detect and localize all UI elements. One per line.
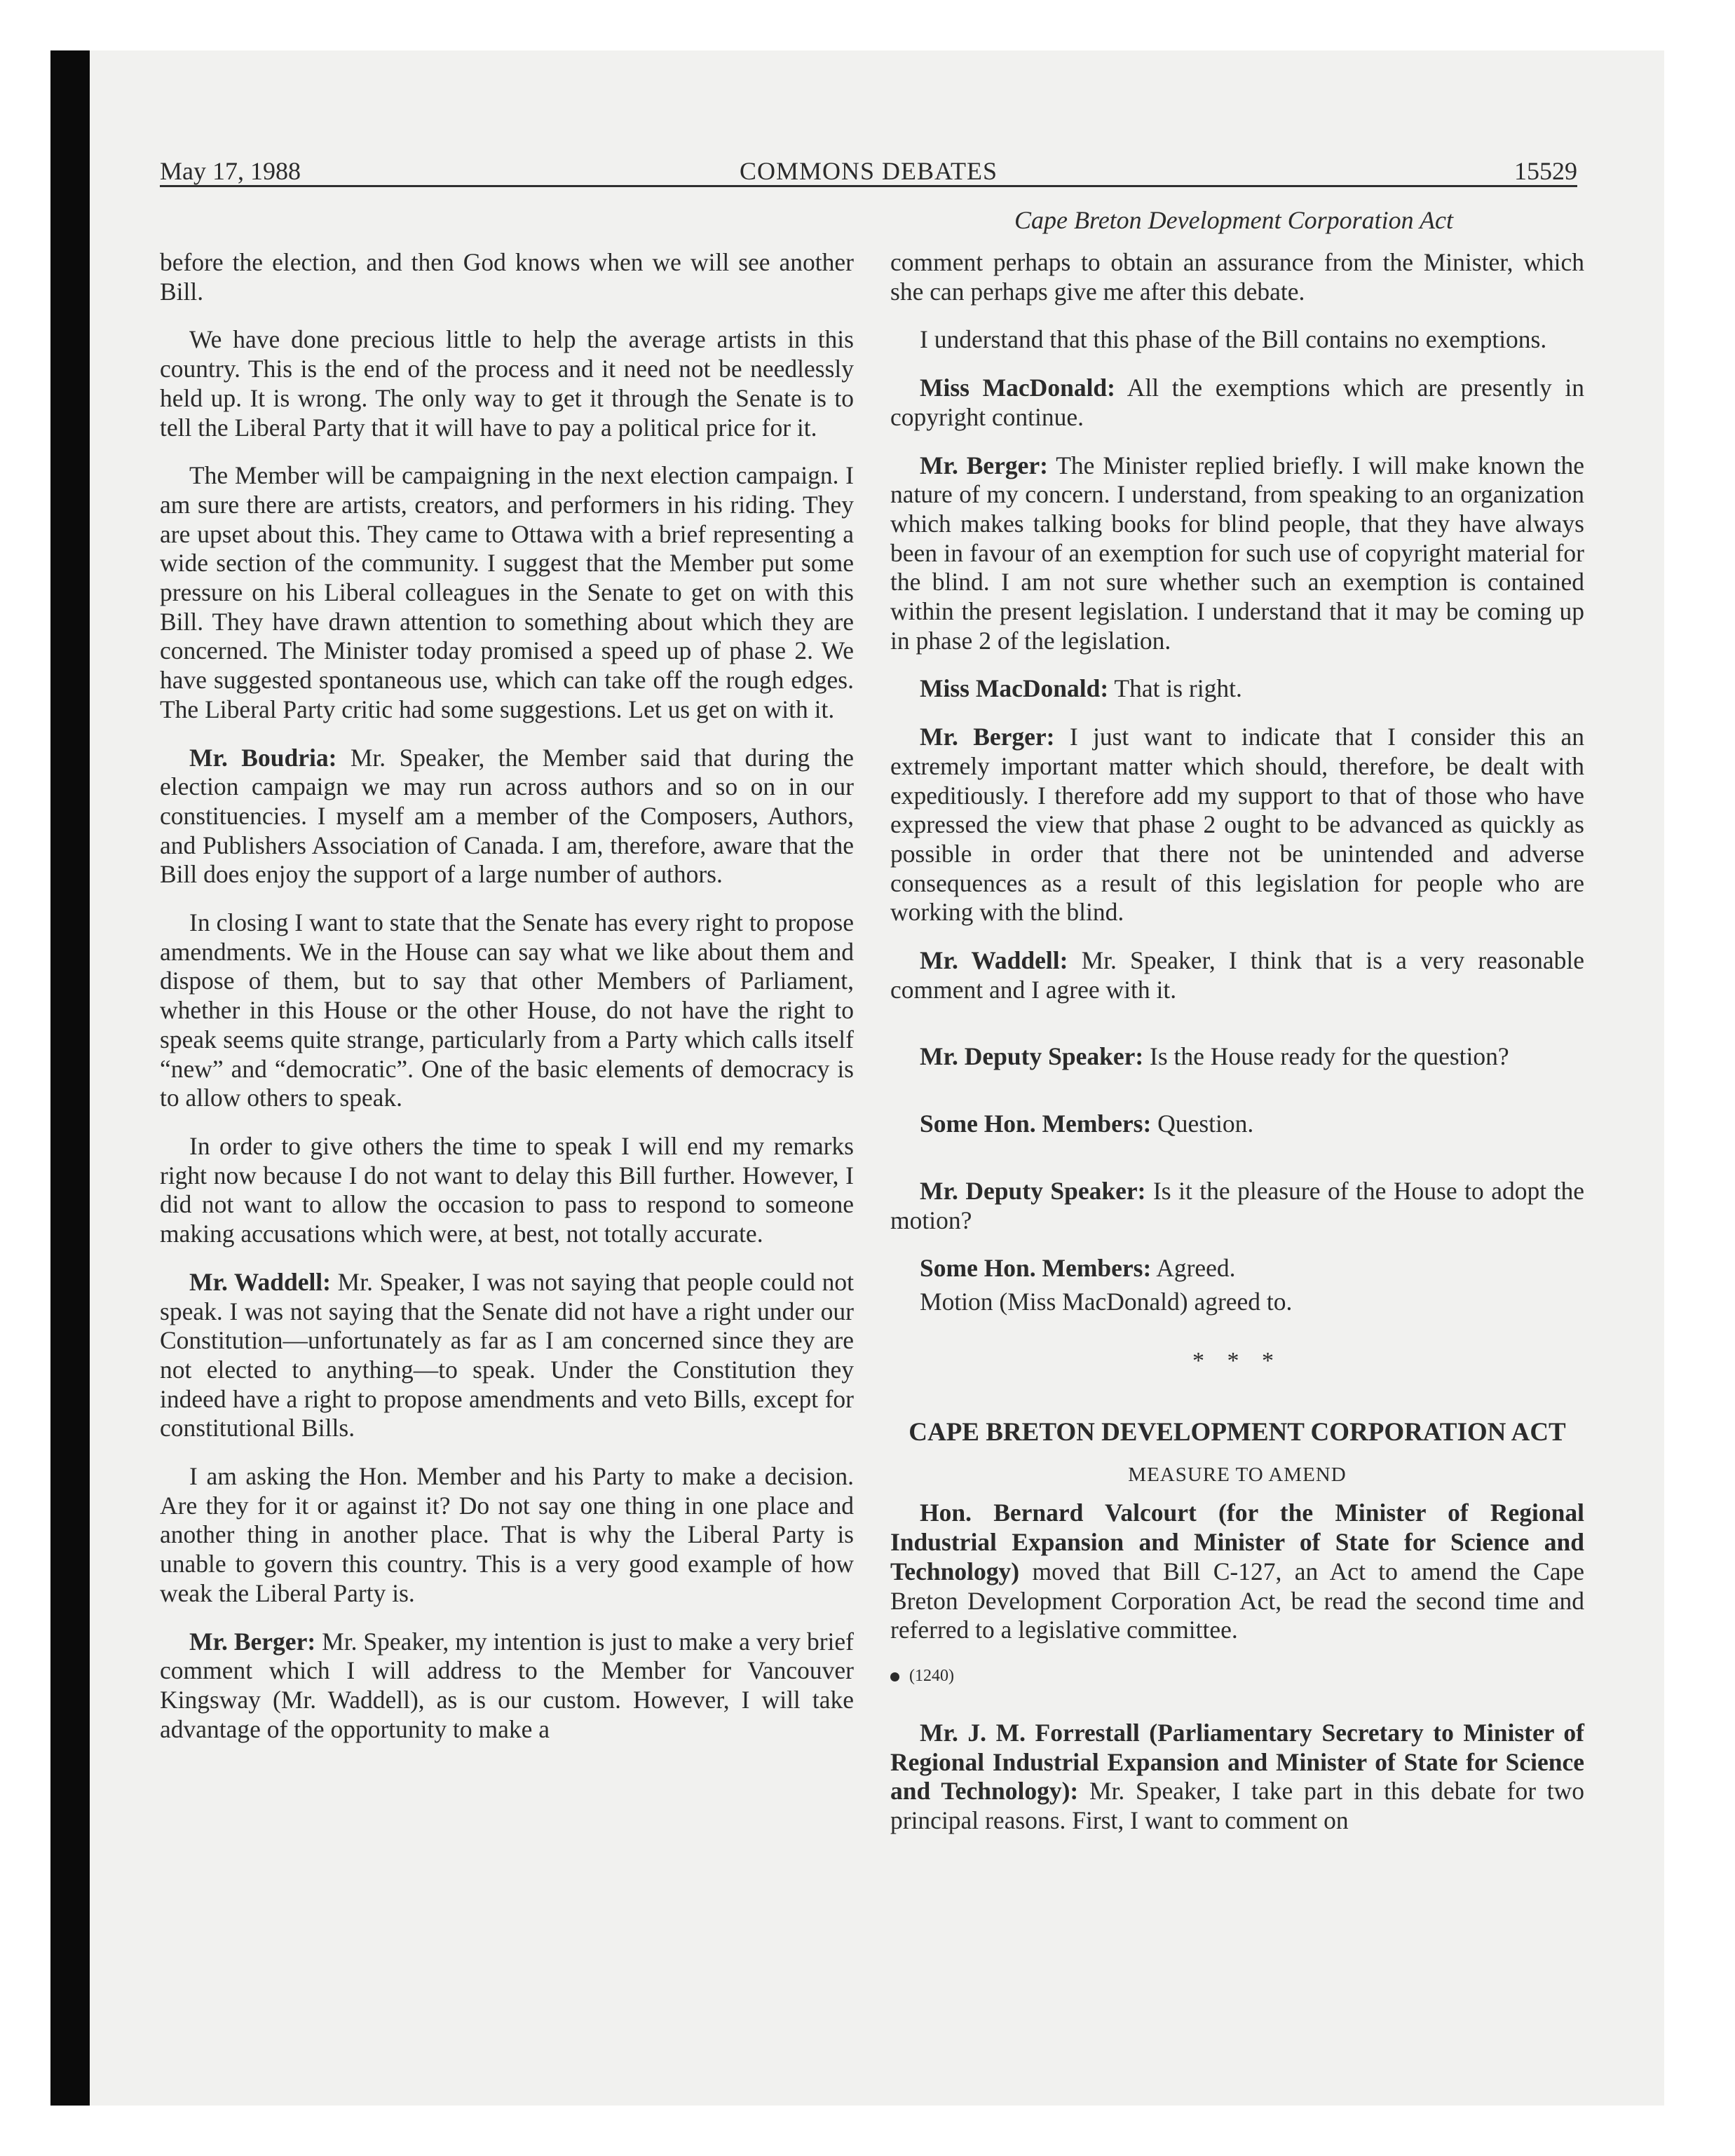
- speech-macdonald: [890, 374, 1584, 432]
- speaker-name: Mr. J. M. Forrestall (Parliamentary Secretary to Minister of Regional Industrial Expansion and Minister of State for Science and Technology):: [890, 1718, 1584, 1806]
- speech-berger: [890, 723, 1584, 927]
- running-head: Cape Breton Development Corporation Act: [1014, 206, 1453, 234]
- speech-hon-members: [890, 1110, 1584, 1139]
- speech-text: Mr. Speaker, I think that is a very reasonable comment and I agree with it.: [890, 946, 1584, 1004]
- paragraph: In order to give others the time to speak I will end my remarks right now because I do not want to delay this Bill further. However, I did not want to allow the occasion to pass to respond to someone making accusations which were, at best, not totally accurate.: [160, 1131, 854, 1248]
- speech-text: Is it the pleasure of the House to adopt the motion?: [890, 1176, 1584, 1234]
- speech-waddell: [890, 946, 1584, 1004]
- speech-deputy-speaker: [890, 1042, 1584, 1072]
- speaker-name: Mr. Berger:: [189, 1627, 316, 1656]
- speaker-name: Mr. Deputy Speaker:: [920, 1042, 1144, 1071]
- left-column: [160, 248, 854, 1763]
- speech-text: Is the House ready for the question?: [1143, 1042, 1509, 1071]
- motion-result: Motion (Miss MacDonald) agreed to.: [920, 1287, 1293, 1316]
- speech-text: All the exemptions which are presently in copyright continue.: [890, 374, 1584, 431]
- speaker-name: Some Hon. Members:: [920, 1110, 1152, 1138]
- speech-text: Agreed.: [1151, 1254, 1236, 1283]
- timestamp-text: (1240): [909, 1666, 954, 1685]
- paragraph: before the election, and then God knows when we will see another Bill.: [160, 248, 854, 306]
- speech-text: Mr. Speaker, my intention is just to make a very brief comment which I will address to the Member for Vancouver Kingsway (Mr. Waddell), as is our custom. However, I will take advantage of the opportunity to make a: [160, 1627, 854, 1743]
- speaker-name: Miss MacDonald:: [920, 674, 1109, 703]
- section-subheading: MEASURE TO AMEND: [1128, 1464, 1347, 1487]
- speaker-name: Hon. Bernard Valcourt (for the Minister of Regional Industrial Expansion and Minister of State for Science and Technology): [890, 1499, 1584, 1585]
- speaker-name: Miss MacDonald:: [920, 374, 1115, 402]
- speech-text: Question.: [1151, 1110, 1254, 1138]
- scan-binding-edge: [50, 50, 90, 2106]
- speech-macdonald: [890, 674, 1584, 704]
- paragraph: I am asking the Hon. Member and his Party to make a decision. Are they for it or against it? Do not say one thing in one place and another thing in another place. That is why the Liberal Party is unable to govern this country. This is a very good example of how weak the Liberal Party is.: [160, 1462, 854, 1607]
- page-header: [160, 157, 1577, 185]
- paragraph: We have done precious little to help the average artists in this country. This is the end of the process and it need not be needlessly held up. It is wrong. The only way to get it through the Senate is to tell the Liberal Party that it will have to pay a political price for it.: [160, 325, 854, 442]
- speech-text: Mr. Speaker, I was not saying that people could not speak. I was not saying that the Senate did not have a right under our Constitution—unfortunately as far as I am concerned since they are not elected to anything—to speak. Under the Constitution they indeed have a right to propose amendments and veto Bills, except for constitutional Bills.: [160, 1267, 854, 1442]
- speaker-name: Mr. Berger:: [920, 723, 1055, 751]
- speech-text: That is right.: [1108, 674, 1242, 703]
- header-date: May 17, 1988: [160, 157, 301, 185]
- bullet-icon: [890, 1672, 899, 1681]
- paragraph: The Member will be campaigning in the next election campaign. I am sure there are artists, creators, and performers in his riding. They are upset about this. They came to Ottawa with a brief representing a wide section of the community. I suggest that the Member put some pressure on his Liberal colleagues in the Senate to get on with this Bill. They have drawn attention to something about which they are concerned. The Minister today promised a speed up of phase 2. We have suggested spontaneous use, which can take off the rough edges. The Liberal Party critic had some suggestions. Let us get on with it.: [160, 461, 854, 723]
- header-rule: [160, 185, 1577, 187]
- section-separator: * * *: [1192, 1347, 1282, 1374]
- speech-deputy-speaker: [890, 1177, 1584, 1235]
- speech-text: Mr. Speaker, I take part in this debate for two principal reasons. First, I want to comment on: [890, 1777, 1584, 1835]
- speech-waddell: [160, 1268, 854, 1443]
- speech-hon-members: [890, 1254, 1584, 1283]
- right-column: [890, 248, 1584, 1855]
- paragraph: I understand that this phase of the Bill contains no exemptions.: [920, 325, 1547, 354]
- header-page-number: 15529: [1514, 157, 1577, 185]
- speaker-name: Mr. Waddell:: [920, 946, 1068, 975]
- speech-berger: [160, 1628, 854, 1745]
- motion-valcourt: [890, 1499, 1584, 1645]
- section-heading: CAPE BRETON DEVELOPMENT CORPORATION ACT: [909, 1418, 1566, 1447]
- paragraph: comment perhaps to obtain an assurance from the Minister, which she can perhaps give me after this debate.: [890, 248, 1584, 306]
- speech-text: moved that Bill C-127, an Act to amend the Cape Breton Development Corporation Act, be read the second time and referred to a legislative committee.: [890, 1557, 1584, 1644]
- speech-text: Mr. Speaker, the Member said that during the election campaign we may run across authors and so on in our constituencies. I myself am a member of the Composers, Authors, and Publishers Association of Canada. I am, therefore, aware that the Bill does enjoy the support of a large number of authors.: [160, 743, 854, 889]
- speaker-name: Some Hon. Members:: [920, 1254, 1152, 1283]
- timestamp: [890, 1664, 1584, 1688]
- speaker-name: Mr. Deputy Speaker:: [920, 1176, 1146, 1205]
- speaker-name: Mr. Berger:: [920, 451, 1048, 479]
- speech-berger: [890, 451, 1584, 656]
- speaker-name: Mr. Waddell:: [189, 1267, 331, 1296]
- speech-text: I just want to indicate that I consider this an extremely important matter which should, therefore, be dealt with expeditiously. I therefore add my support to that of those who have expressed the view that phase 2 ought to be advanced as quickly as possible in order that there not be unintended and adverse consequences as a result of this legislation for people who are working with the blind.: [890, 723, 1585, 927]
- header-title: COMMONS DEBATES: [739, 157, 998, 185]
- speech-boudria: [160, 744, 854, 890]
- speaker-name: Mr. Boudria:: [189, 743, 337, 772]
- speech-forrestall: [890, 1719, 1584, 1836]
- speech-text: The Minister replied briefly. I will make known the nature of my concern. I understand, from speaking to an organization which makes talking books for blind people, that they have always been in favour of an exemption for such use of copyright material for the blind. I am not sure whether such an exemption is contained within the present legislation. I understand that it may be coming up in phase 2 of the legislation.: [890, 451, 1585, 655]
- paragraph: In closing I want to state that the Senate has every right to propose amendments. We in the House can say what we like about them and dispose of them, but to say that other Members of Parliament, whether in this House or the other House, do not have the right to speak seems quite strange, particularly from a Party which calls itself “new” and “democratic”. One of the basic elements of democracy is to allow others to speak.: [160, 908, 854, 1112]
